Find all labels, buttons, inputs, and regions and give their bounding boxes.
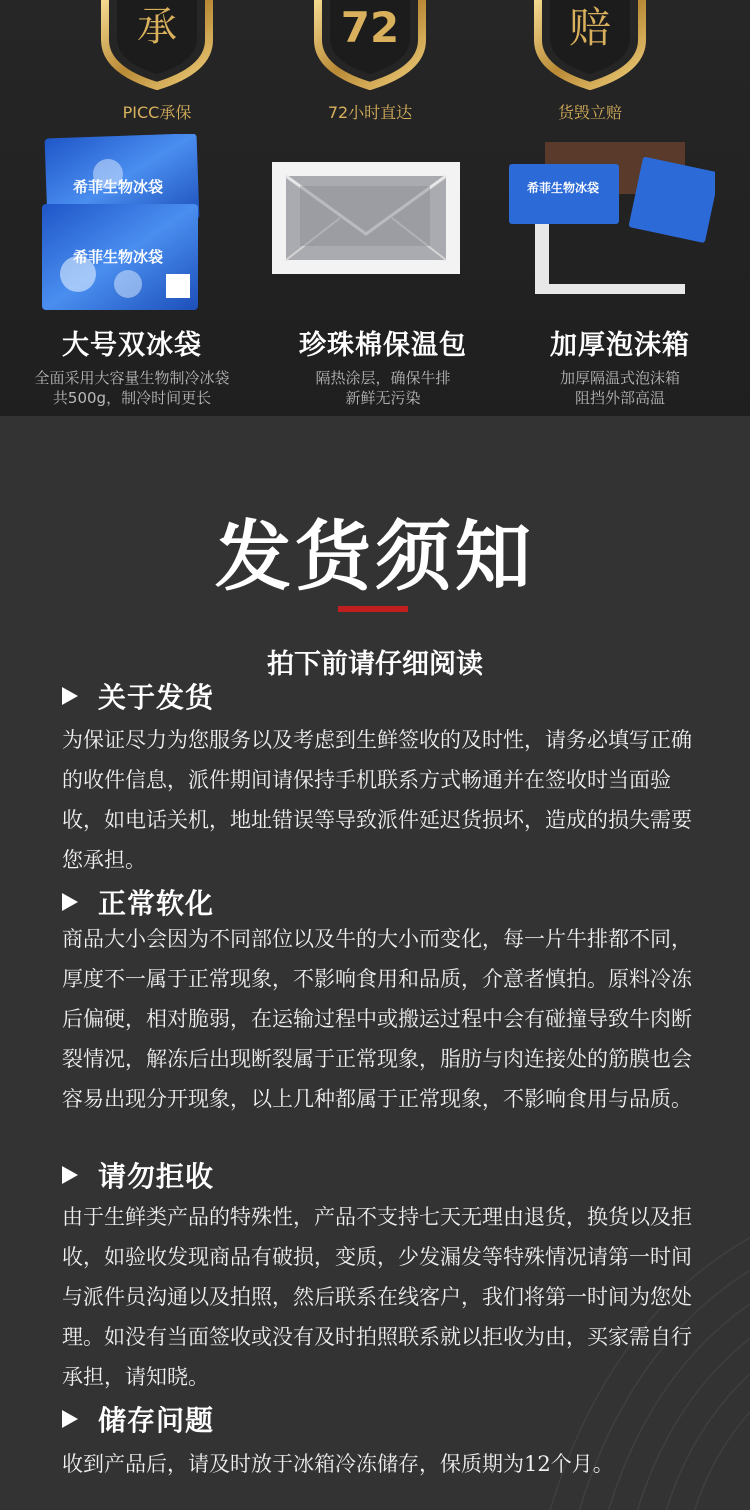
badge-caption-72h: 72小时直达 — [327, 103, 413, 122]
section-body-shipping: 为保证尽力为您服务以及考虑到生鲜签收的及时性，请务必填写正确的收件信息，派件期间请保持手机联系方式畅通并在签收时当面验收，如电话关机，地址错误等导致派件延迟货损坏，造成的损失需要您承担。 — [62, 728, 692, 872]
product-title-foam-box: 加厚泡沫箱 — [550, 330, 690, 361]
product-desc-foam-box — [500, 368, 740, 408]
svg-text:72: 72 — [340, 3, 400, 52]
product-desc-line: 新鲜无污染 — [345, 389, 421, 407]
section-body-softening: 商品大小会因为不同部位以及牛的大小而变化，每一片牛排都不同，厚度不一属于正常现象，不影响食用和品质，介意者慎拍。原料冷冻后偏硬，相对脆弱，在运输过程中或搬运过程中会有碰撞导致牛肉断裂情况，解冻后出现断裂属于正常现象，脂肪与肉连接处的筋膜也会容易出现分开现象，以上几种都属于正常现象，不影响食用与品质。 — [62, 927, 692, 1111]
section-heading-softening — [62, 884, 214, 920]
section-heading-text: 储存问题 — [98, 1404, 215, 1437]
svg-text:承: 承 — [137, 4, 177, 50]
shield-icon — [530, 0, 650, 90]
picc-badge — [97, 0, 217, 90]
section-body-storage: 收到产品后，请及时放于冰箱冷冻储存，保质期为12个月。 — [62, 1452, 614, 1476]
svg-text:赔: 赔 — [568, 3, 612, 52]
notice-subtitle: 拍下前请仔细阅读 — [267, 649, 483, 680]
section-heading-shipping — [62, 678, 214, 714]
product-desc-line: 加厚隔温式泡沫箱 — [559, 369, 680, 387]
insulated-bag-image — [270, 134, 462, 314]
badge-caption-compensation: 货毁立赔 — [557, 103, 622, 122]
section-heading-text: 关于发货 — [98, 681, 215, 714]
section-heading-storage — [62, 1401, 214, 1437]
product-title-insulated-bag: 珍珠棉保温包 — [299, 330, 467, 361]
title-divider — [338, 606, 408, 612]
product-desc-line: 隔热涂层，确保牛排 — [315, 369, 451, 387]
svg-text:希菲生物冰袋: 希菲生物冰袋 — [526, 181, 600, 195]
triangle-bullet-icon — [62, 893, 78, 911]
notice-title: 发货须知 — [215, 512, 535, 601]
svg-text:希菲生物冰袋: 希菲生物冰袋 — [72, 248, 164, 266]
section-heading-text: 正常软化 — [98, 887, 215, 920]
shield-icon — [310, 0, 430, 90]
shield-icon — [97, 0, 217, 90]
section-heading-no-reject — [62, 1157, 214, 1193]
delivery-72h-badge — [310, 0, 430, 90]
section-heading-text: 请勿拒收 — [98, 1160, 215, 1193]
shipping-notice — [0, 416, 750, 1510]
badge-caption-picc: PICC承保 — [122, 103, 192, 122]
product-desc-line: 阻挡外部高温 — [574, 389, 665, 407]
foam-box-image — [505, 134, 715, 314]
triangle-bullet-icon — [62, 1410, 78, 1428]
ice-pack-image — [38, 134, 203, 314]
svg-text:希菲生物冰袋: 希菲生物冰袋 — [72, 178, 164, 196]
compensation-badge — [530, 0, 650, 90]
product-desc-ice-pack — [12, 368, 252, 408]
product-desc-line: 共500g，制冷时间更长 — [52, 389, 212, 407]
triangle-bullet-icon — [62, 687, 78, 705]
triangle-bullet-icon — [62, 1166, 78, 1184]
guarantee-band — [0, 0, 750, 416]
section-body-no-reject: 由于生鲜类产品的特殊性，产品不支持七天无理由退货，换货以及拒收，如验收发现商品有破损，变质，少发漏发等特殊情况请第一时间与派件员沟通以及拍照，然后联系在线客户，我们将第一时间为您处理。如没有当面签收或没有及时拍照联系就以拒收为由，买家需自行承担，请知晓。 — [62, 1205, 692, 1389]
product-desc-insulated-bag — [263, 368, 503, 408]
product-desc-line: 全面采用大容量生物制冷冰袋 — [34, 369, 230, 387]
product-title-ice-pack: 大号双冰袋 — [62, 330, 202, 361]
